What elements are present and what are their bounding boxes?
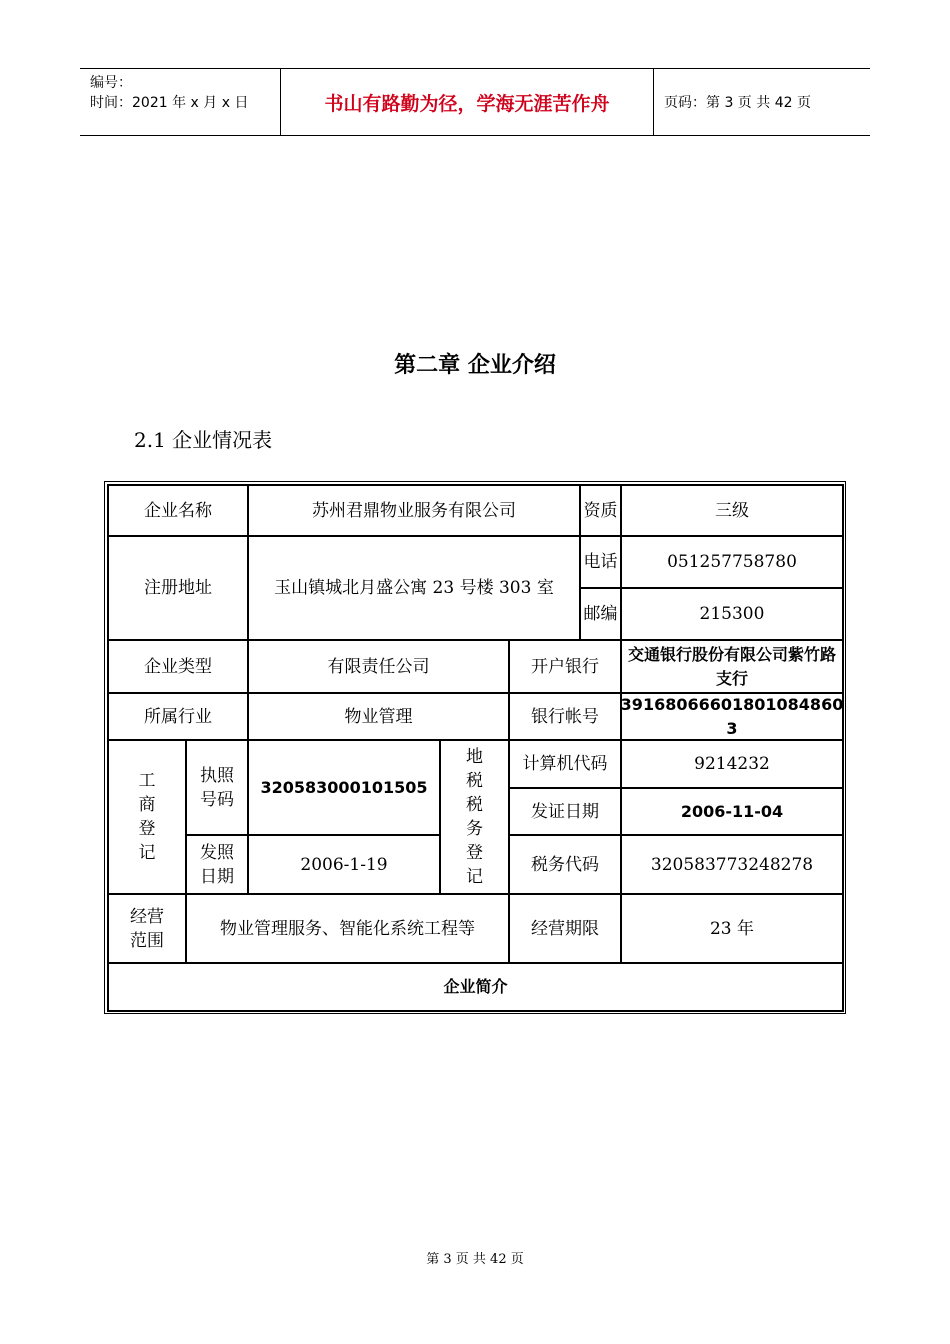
qualification-value: 三级 [620,484,844,537]
reg-address-value: 玉山镇城北月盛公寓 23 号楼 303 室 [247,535,581,641]
header-motto: 书山有路勤为径，学海无涯苦作舟 [281,69,654,135]
header-meta [80,69,281,135]
tax-reg-label: 地税税务登记 [439,739,510,895]
tax-code-value: 320583773248278 [620,834,844,895]
reg-address-label: 注册地址 [107,535,249,641]
issue-date-label: 发证日期 [508,787,622,836]
license-date-label: 发照日期 [185,834,249,895]
qualification-label: 资质 [579,484,622,537]
page-header [80,68,870,136]
account-value: 39168066601801084860​3 [620,692,844,741]
company-name-value: 苏州君鼎物业服务有限公司 [247,484,581,537]
issue-date-value: 2006-11-04 [620,787,844,836]
page-footer: 第 3 页 共 42 页 [426,1252,524,1267]
computer-code-value: 9214232 [620,739,844,789]
term-label: 经营期限 [508,893,622,964]
company-type-value: 有限责任公司 [247,639,510,694]
industry-value: 物业管理 [247,692,510,741]
license-date-value: 2006-1-19 [247,834,441,895]
phone-value: 051257758780 [620,535,844,589]
serial-label: 编号： [90,75,132,91]
time-label: 时间：2021 年 x 月 x 日 [90,95,249,111]
section-title: 2.1 企业情况表 [134,428,273,452]
biz-reg-label: 工商登记 [107,739,187,895]
tax-code-label: 税务代码 [508,834,622,895]
industry-label: 所属行业 [107,692,249,741]
bank-label: 开户银行 [508,639,622,694]
chapter-title: 第二章 企业介绍 [394,353,556,378]
postcode-label: 邮编 [579,587,622,641]
company-type-label: 企业类型 [107,639,249,694]
intro-label: 企业简介 [107,962,844,1012]
computer-code-label: 计算机代码 [508,739,622,789]
bank-value: 交通银行股份有限公司紫竹路支行 [620,639,844,694]
scope-label: 经营范围 [107,893,187,964]
postcode-value: 215300 [620,587,844,641]
scope-value: 物业管理服务、智能化系统工程等 [185,893,510,964]
header-page-info: 页码：第 3 页 共 42 页 [664,95,811,111]
license-no-value: 320583000101505 [247,739,441,836]
company-name-label: 企业名称 [107,484,249,537]
phone-label: 电话 [579,535,622,589]
license-no-label: 执照号码 [185,739,249,836]
term-value: 23 年 [620,893,844,964]
account-label: 银行帐号 [508,692,622,741]
